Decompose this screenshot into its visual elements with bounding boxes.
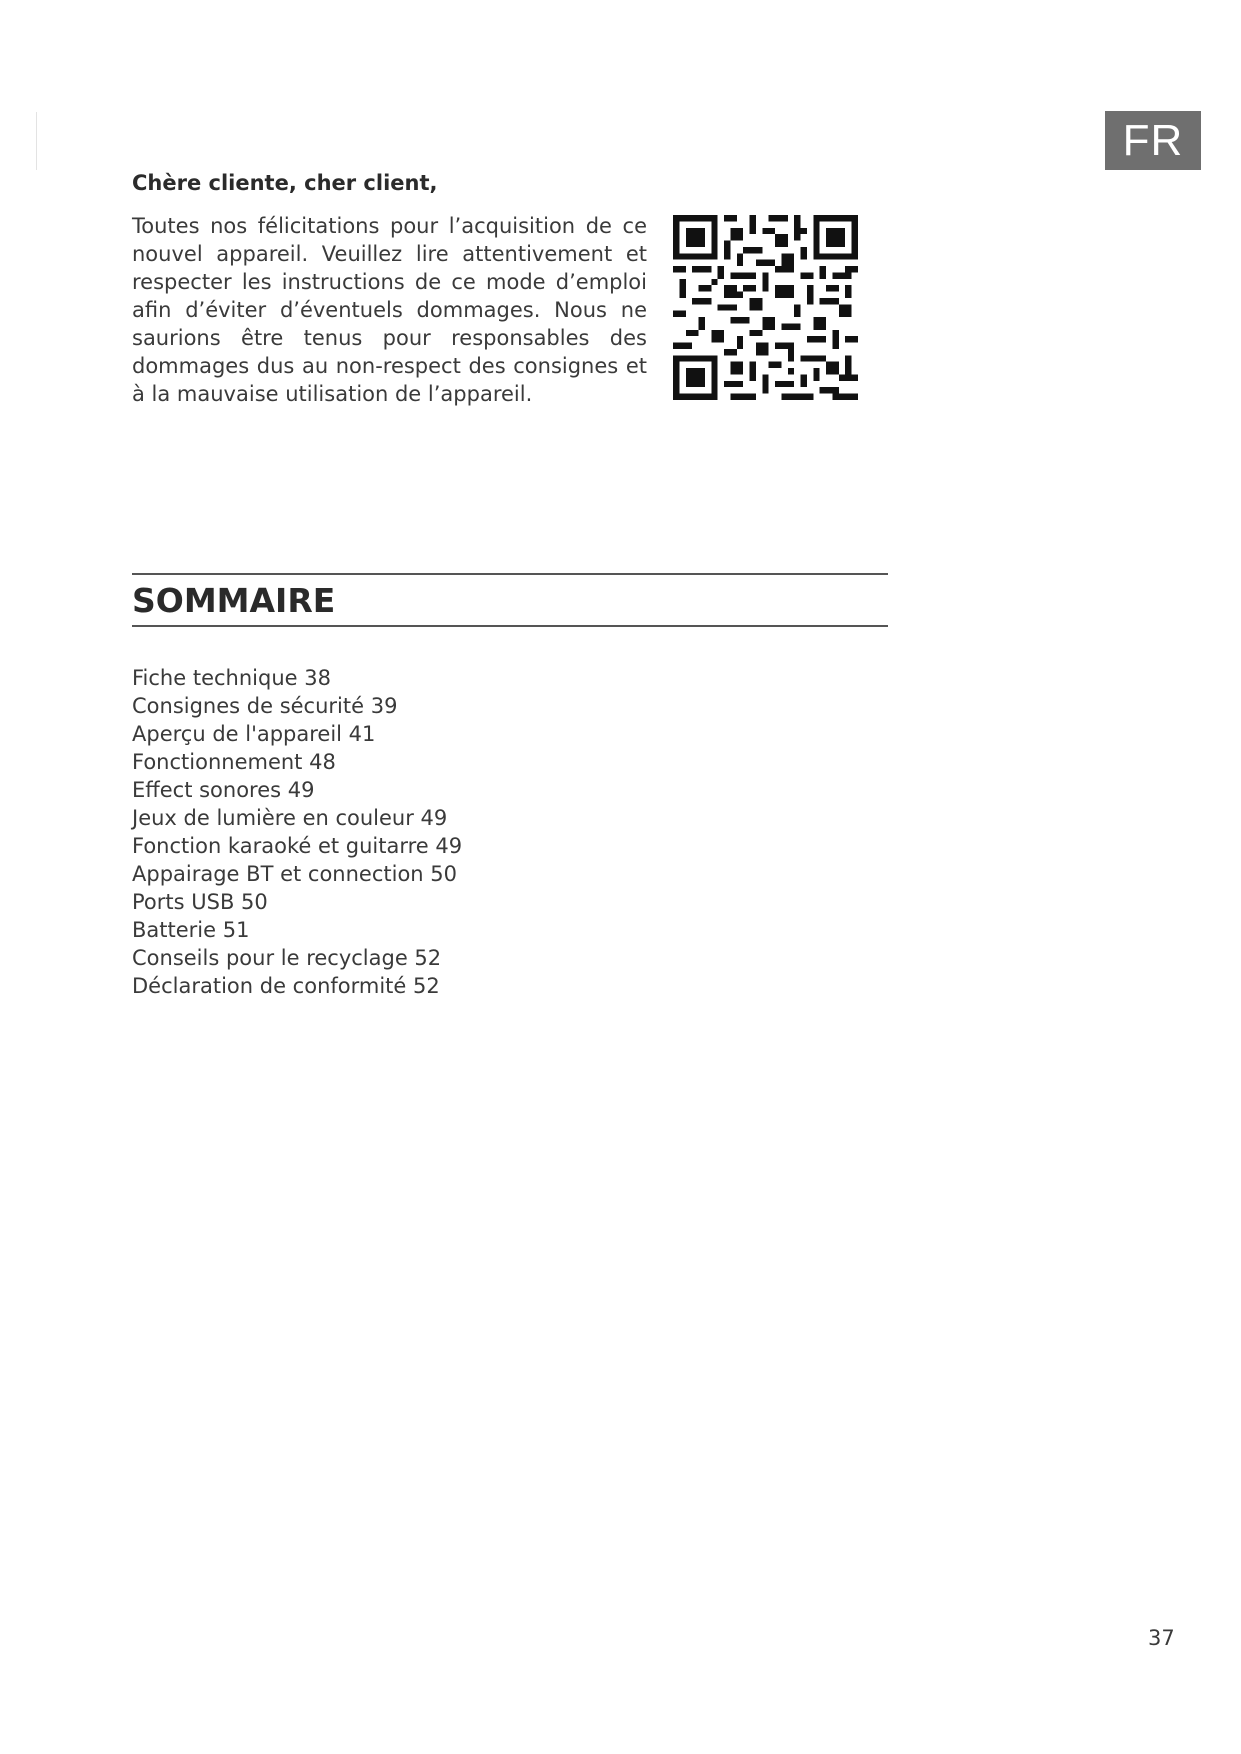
toc-item: Appairage BT et connection 50 <box>132 862 457 886</box>
toc-item: Fonctionnement 48 <box>132 750 336 774</box>
toc-bottom-rule <box>132 625 888 627</box>
toc-item: Conseils pour le recyclage 52 <box>132 946 442 970</box>
toc-item: Aperçu de l'appareil 41 <box>132 722 376 746</box>
toc-item: Batterie 51 <box>132 918 250 942</box>
page-number: 37 <box>1148 1626 1175 1650</box>
toc-item: Déclaration de conformité 52 <box>132 974 440 998</box>
toc-item: Fiche technique 38 <box>132 666 331 690</box>
toc-item: Consignes de sécurité 39 <box>132 694 398 718</box>
margin-mark <box>36 112 37 170</box>
toc-item: Jeux de lumière en couleur 49 <box>132 806 448 830</box>
toc-item: Effect sonores 49 <box>132 778 315 802</box>
intro-paragraph: Toutes nos félicitations pour l’acquisition de ce nouvel appareil. Veuillez lire attentivement et respecter les instructions de ce mode d’emploi afin d’éviter d’éventuels dommages. Nous ne saurions être tenus pour responsables des dommages dus au non-respect des consignes et à la mauvaise utilisation de l’appareil. <box>132 214 647 406</box>
toc-title: SOMMAIRE <box>132 581 336 620</box>
toc-top-rule <box>132 573 888 575</box>
greeting-heading: Chère cliente, cher client, <box>132 171 438 195</box>
toc-item: Ports USB 50 <box>132 890 268 914</box>
toc-list <box>132 664 462 1000</box>
language-badge: FR <box>1105 111 1201 170</box>
qr-code-icon <box>673 215 858 400</box>
toc-item: Fonction karaoké et guitarre 49 <box>132 834 463 858</box>
